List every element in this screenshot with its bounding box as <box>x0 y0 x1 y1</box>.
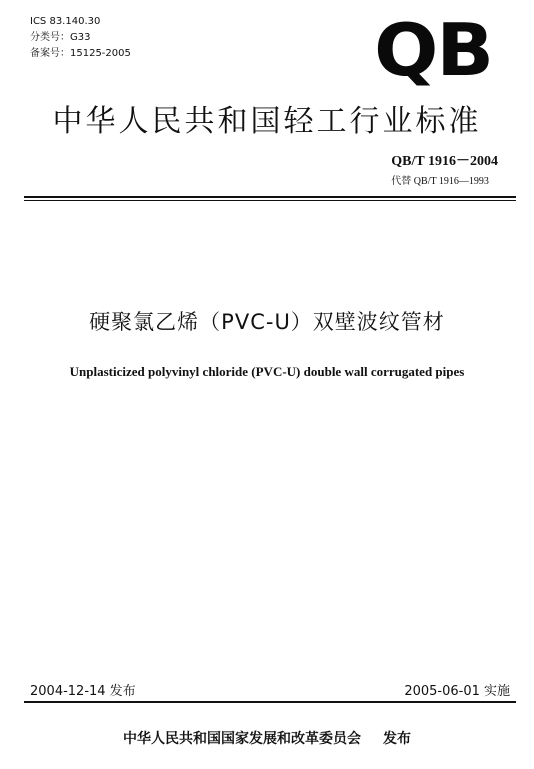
issuer-line <box>0 728 534 748</box>
standard-type-title: 中华人民共和国轻工行业标准 <box>52 104 482 139</box>
document-title-chinese: 硬聚氯乙烯（PVC-U）双壁波纹管材 <box>89 310 445 334</box>
issuer-action: 发布 <box>383 731 411 747</box>
top-divider-thin <box>24 200 516 201</box>
issue-date: 2004-12-14 发布 <box>30 684 136 699</box>
classification-block <box>30 14 131 62</box>
replaces-code: 代替 QB/T 1916—1993 <box>391 176 489 187</box>
standard-code-block <box>391 150 498 187</box>
document-title-english: Unplasticized polyvinyl chloride (PVC-U) double wall corrugated pipes <box>69 364 465 379</box>
standard-code: QB/T 1916－2004 <box>391 154 498 169</box>
record-number: 备案号：15125-2005 <box>30 48 131 59</box>
category-number: 分类号：G33 <box>30 32 91 43</box>
ics-number: ICS 83.140.30 <box>30 16 101 27</box>
issuer-name: 中华人民共和国国家发展和改革委员会 <box>123 731 361 747</box>
top-divider <box>24 196 516 198</box>
implementation-date: 2005-06-01 实施 <box>404 684 510 699</box>
qb-logo: QB <box>374 8 492 92</box>
bottom-divider <box>24 701 516 703</box>
